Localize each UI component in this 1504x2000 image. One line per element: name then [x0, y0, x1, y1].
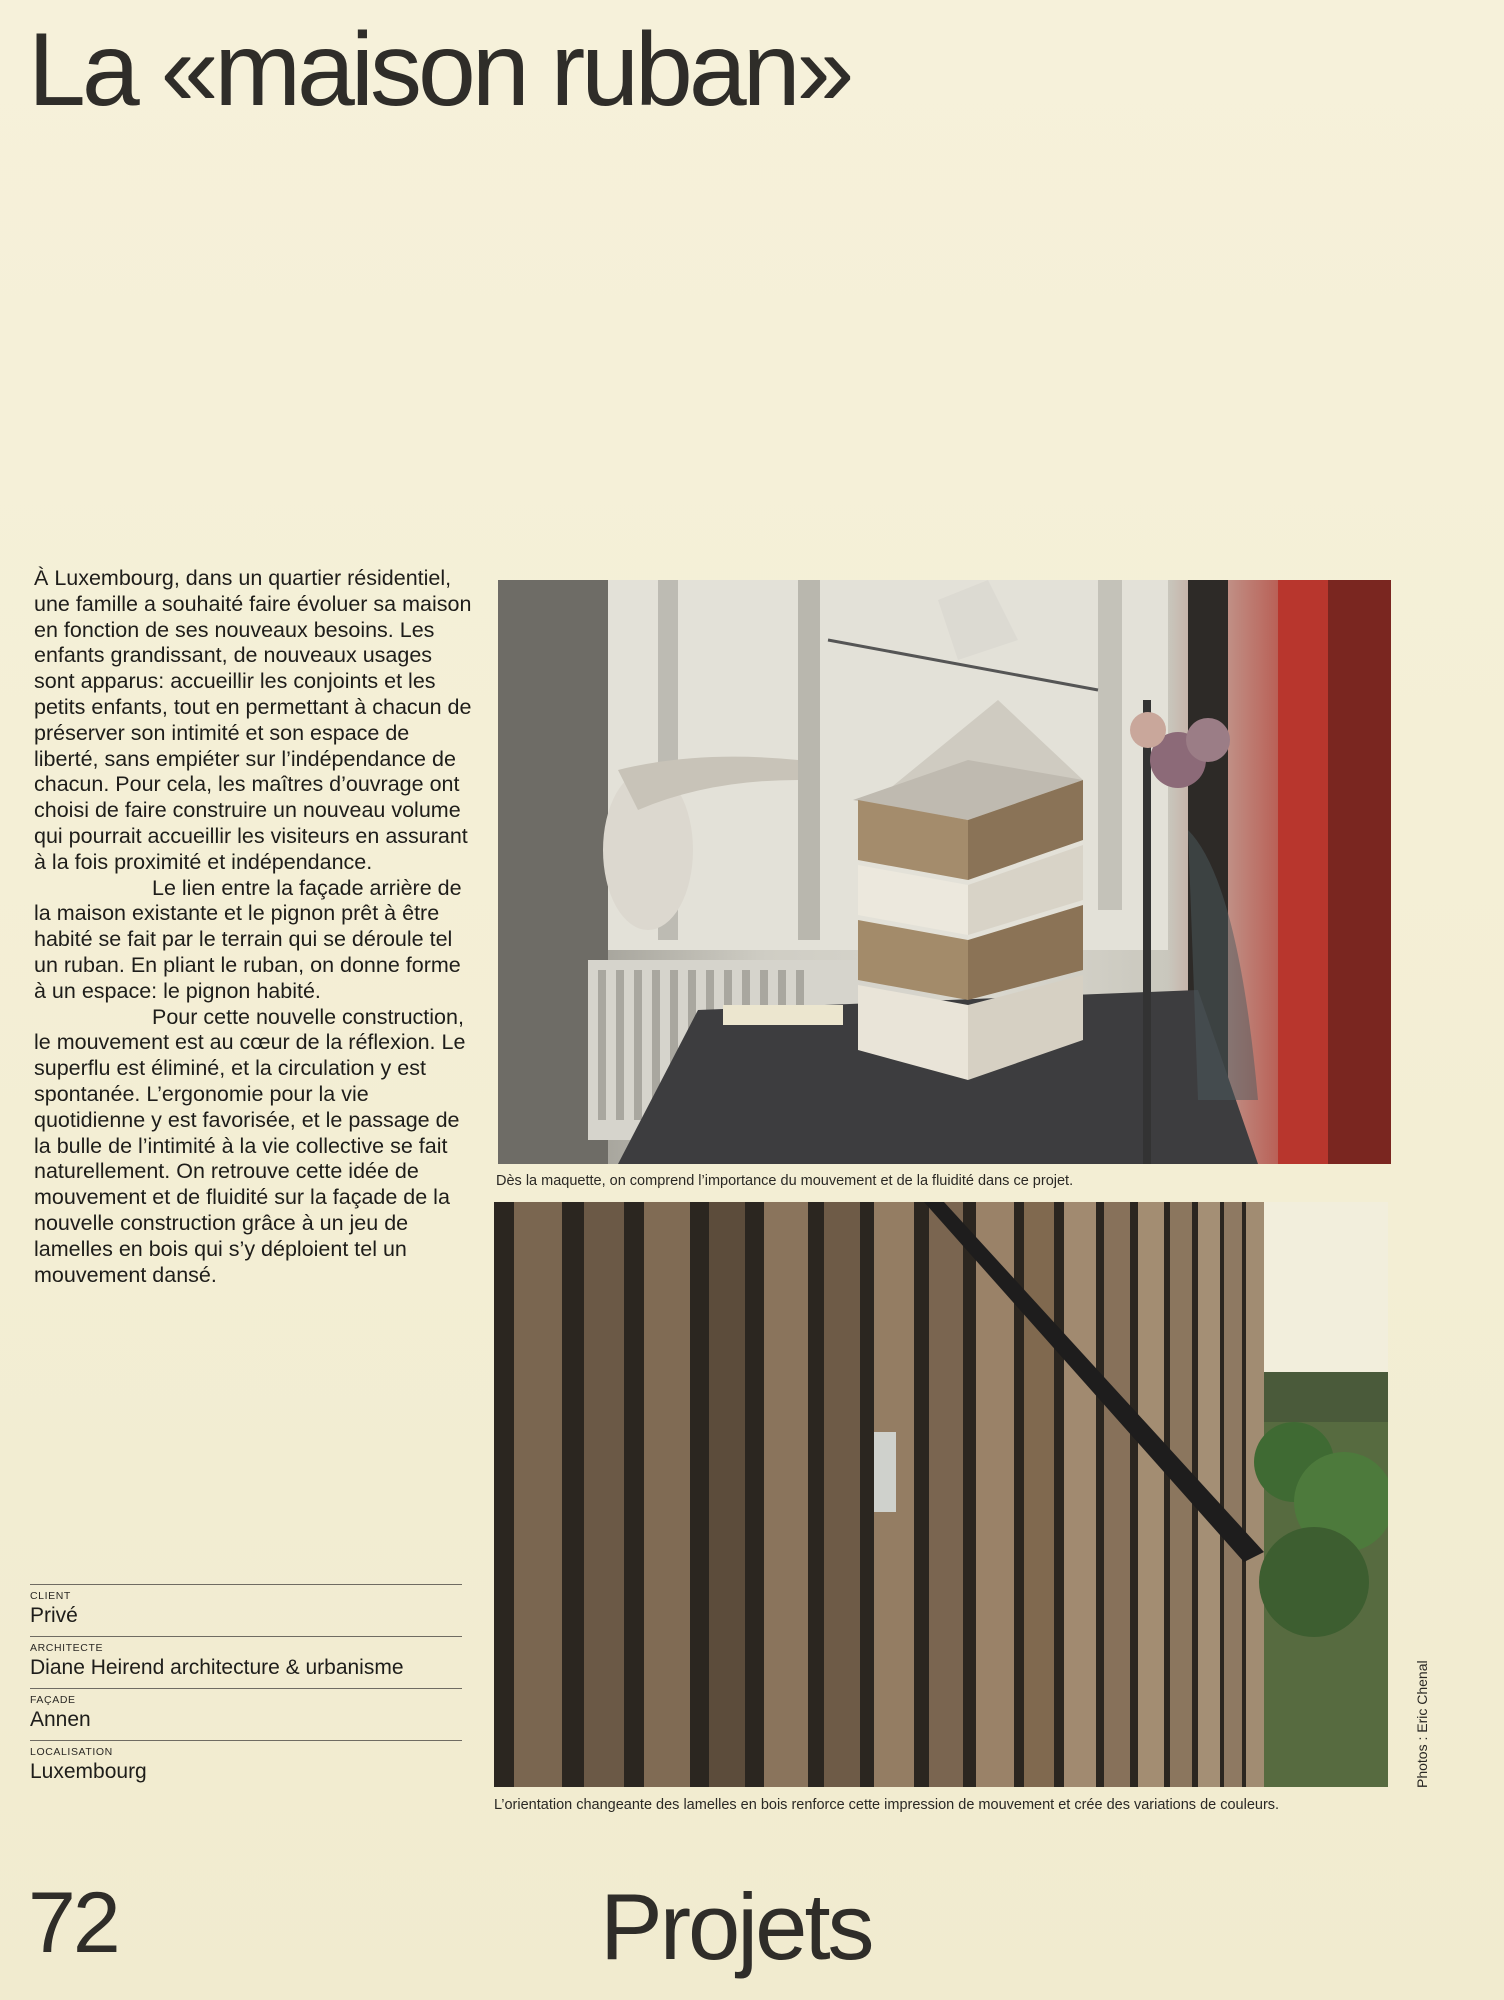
- paragraph: Le lien entre la façade arrière de la maison existante et le pignon prêt à être habité se fait par le terrain qui se déroule tel un ruban. En pliant le ruban, on donne forme à un espace: le pignon habité.: [34, 875, 462, 1003]
- paragraph: À Luxembourg, dans un quartier résidentiel, une famille a souhaité faire évoluer sa maison en fonction de ses nouveaux besoins. Les enfants grandissant, de nouveaux usages sont apparus: accueillir les conjoints et les petits enfants, tout en permettant à chacun de préserver son intimité et son espace de liberté, sans empiéter sur l’indépendance de chacun. Pour cela, les maîtres d’ouvrage ont choisi de faire construire un nouveau volume qui pourrait accueillir les visiteurs en assurant à la fois proximité et indépendance.: [34, 566, 472, 874]
- info-value: Annen: [30, 1708, 91, 1731]
- facade-photo-illustration: [494, 1202, 1388, 1787]
- info-value: Diane Heirend architecture & urbanisme: [30, 1656, 404, 1679]
- info-value: Privé: [30, 1604, 78, 1627]
- paragraph: Pour cette nouvelle construction, le mouvement est au cœur de la réflexion. Le superflu est éliminé, et la circulation y est spontanée. L’ergonomie pour la vie quotidienne y est favorisée, et le passage de la bulle de l’intimité à la vie collective se fait naturellement. On retrouve cette idée de mouvement et de fluidité sur la façade de la nouvelle construction grâce à un jeu de lamelles en bois qui s’y déploient tel un mouvement dansé.: [34, 1004, 466, 1287]
- info-facade: [30, 1688, 462, 1740]
- info-label: LOCALISATION: [30, 1746, 113, 1758]
- info-label: FAÇADE: [30, 1694, 76, 1706]
- info-architect: [30, 1636, 462, 1688]
- info-value: Luxembourg: [30, 1760, 147, 1783]
- model-photo-illustration: [498, 580, 1391, 1164]
- photo-credit: Photos : Eric Chenal: [1414, 1660, 1430, 1788]
- project-info: [30, 1584, 462, 1792]
- info-location: [30, 1740, 462, 1792]
- section-title: Projets: [600, 1874, 872, 1979]
- article-body: [34, 566, 474, 1288]
- facade-photo: [494, 1202, 1388, 1787]
- model-photo: [498, 580, 1391, 1164]
- info-label: ARCHITECTE: [30, 1642, 104, 1654]
- photo-caption: L’orientation changeante des lamelles en bois renforce cette impression de mouvement et crée des variations de couleurs.: [494, 1797, 1280, 1813]
- info-client: [30, 1584, 462, 1636]
- page-number: 72: [28, 1875, 118, 1971]
- photo-caption: Dès la maquette, on comprend l’importance du mouvement et de la fluidité dans ce projet.: [496, 1173, 1074, 1189]
- page-title: La «maison ruban»: [28, 12, 851, 128]
- info-label: CLIENT: [30, 1590, 71, 1602]
